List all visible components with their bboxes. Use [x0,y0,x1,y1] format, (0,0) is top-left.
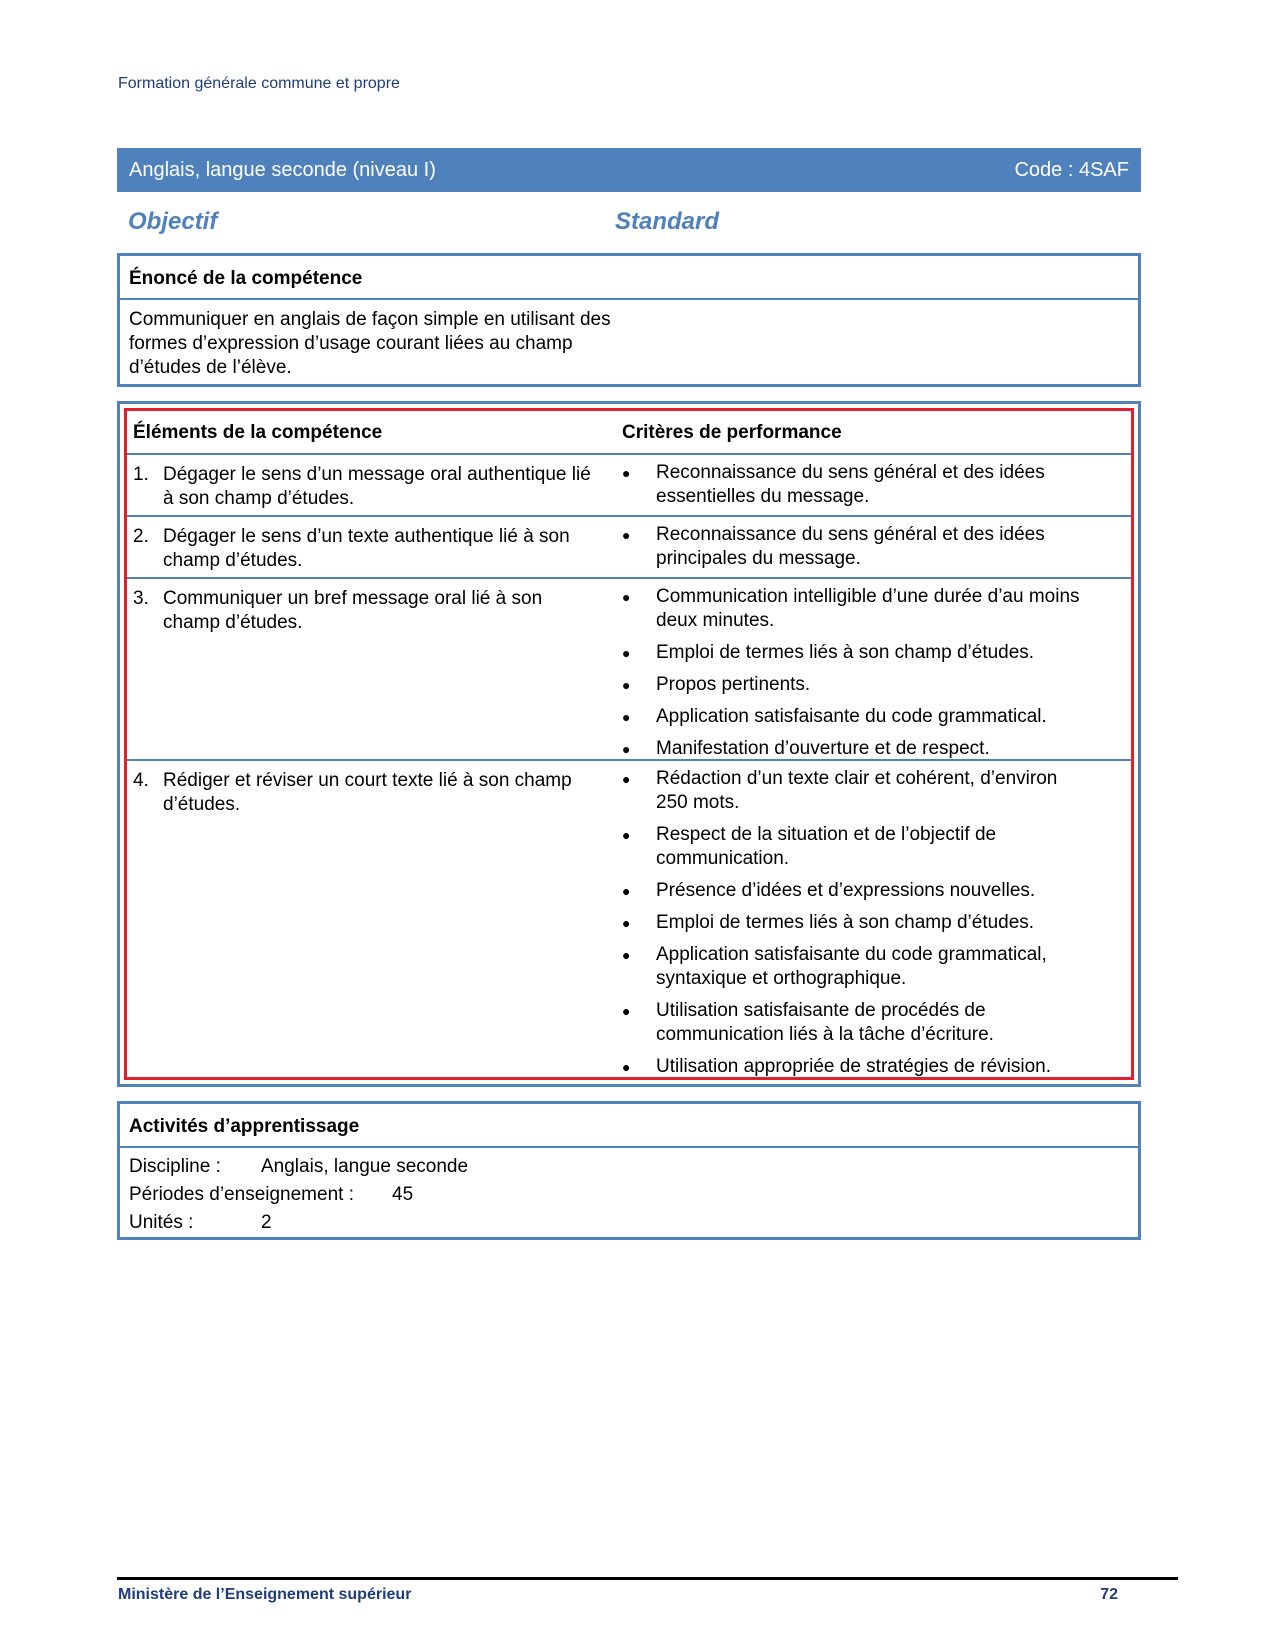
element-text: Dégager le sens d’un message oral authentique lié à son champ d’études. [163,464,591,509]
bullet-icon: ● [622,915,631,931]
element-number: 4. [133,770,149,791]
bullet-icon: ● [622,645,631,661]
bullet-icon: ● [622,741,631,757]
standard-label: Standard [615,208,720,235]
objectif-label: Objectif [128,208,218,235]
element-row-4 [127,761,1131,1075]
element-number: 1. [133,464,149,485]
bullet-icon: ● [622,465,631,481]
activites-box [117,1101,1141,1240]
discipline-label: Discipline : [129,1156,221,1177]
ministry-name: Ministère de l’Enseignement supérieur [118,1586,412,1603]
running-header: Formation générale commune et propre [118,75,400,92]
element-text: Dégager le sens d’un texte authentique lié à son champ d’études. [163,526,570,571]
periodes-value: 45 [392,1184,414,1205]
discipline-value: Anglais, langue seconde [261,1156,469,1177]
bullet-icon: ● [622,709,631,725]
element-number: 3. [133,588,149,609]
elements-table-header [127,411,1131,455]
bullet-icon: ● [622,677,631,693]
discipline-line [129,1153,1129,1181]
footer-rule [117,1577,1178,1580]
criterion-text: Application satisfaisante du code grammatical. [656,706,1047,727]
criteria-heading: Critères de performance [622,422,842,443]
page-number: 72 [1100,1586,1118,1603]
objective-standard-header [128,208,748,238]
bullet-icon: ● [622,1003,631,1019]
criterion-text: Emploi de termes liés à son champ d’études. [656,912,1035,933]
unites-label: Unités : [129,1212,194,1233]
criterion-text: Communication intelligible d’une durée d’au moins deux minutes. [656,586,1080,631]
enonce-heading: Énoncé de la compétence [120,256,1138,300]
element-number: 2. [133,526,149,547]
activites-heading: Activités d’apprentissage [120,1104,1138,1148]
criterion-text: Reconnaissance du sens général et des idées essentielles du message. [656,462,1045,507]
criterion-text: Rédaction d’un texte clair et cohérent, d’environ 250 mots. [656,768,1058,813]
criterion-text: Utilisation satisfaisante de procédés de communication liés à la tâche d’écriture. [656,1000,994,1045]
enonce-box [117,253,1141,387]
bullet-icon: ● [622,1059,631,1075]
element-row-3 [127,579,1131,761]
elements-box [117,401,1141,1087]
element-text: Communiquer un bref message oral lié à son champ d’études. [163,588,543,633]
enonce-text: Communiquer en anglais de façon simple en utilisant des formes d’expression d’usage courant liées au champ d’études de l’élève. [129,309,611,378]
element-row-1 [127,455,1131,517]
page-footer [118,1586,1118,1604]
criterion-text: Application satisfaisante du code grammatical, syntaxique et orthographique. [656,944,1047,989]
unites-value: 2 [261,1212,272,1233]
criterion-text: Manifestation d’ouverture et de respect. [656,738,990,759]
element-row-2 [127,517,1131,579]
bullet-icon: ● [622,947,631,963]
element-text: Rédiger et réviser un court texte lié à son champ d’études. [163,770,572,815]
criterion-text: Propos pertinents. [656,674,811,695]
course-code: Code : 4SAF [1014,158,1129,181]
unites-line [129,1209,1129,1237]
criterion-text: Utilisation appropriée de stratégies de révision. [656,1056,1051,1077]
bullet-icon: ● [622,771,631,787]
bullet-icon: ● [622,827,631,843]
course-title: Anglais, langue seconde (niveau I) [129,158,436,181]
criterion-text: Emploi de termes liés à son champ d’études. [656,642,1035,663]
periodes-line [129,1181,1129,1209]
elements-heading: Éléments de la compétence [133,422,383,443]
bullet-icon: ● [622,883,631,899]
bullet-icon: ● [622,589,631,605]
criterion-text: Respect de la situation et de l’objectif de communication. [656,824,997,869]
elements-table [124,408,1134,1080]
criterion-text: Reconnaissance du sens général et des idées principales du message. [656,524,1045,569]
criterion-text: Présence d’idées et d’expressions nouvelles. [656,880,1036,901]
periodes-label: Périodes d’enseignement : [129,1184,354,1205]
course-title-bar [117,148,1141,192]
bullet-icon: ● [622,527,631,543]
